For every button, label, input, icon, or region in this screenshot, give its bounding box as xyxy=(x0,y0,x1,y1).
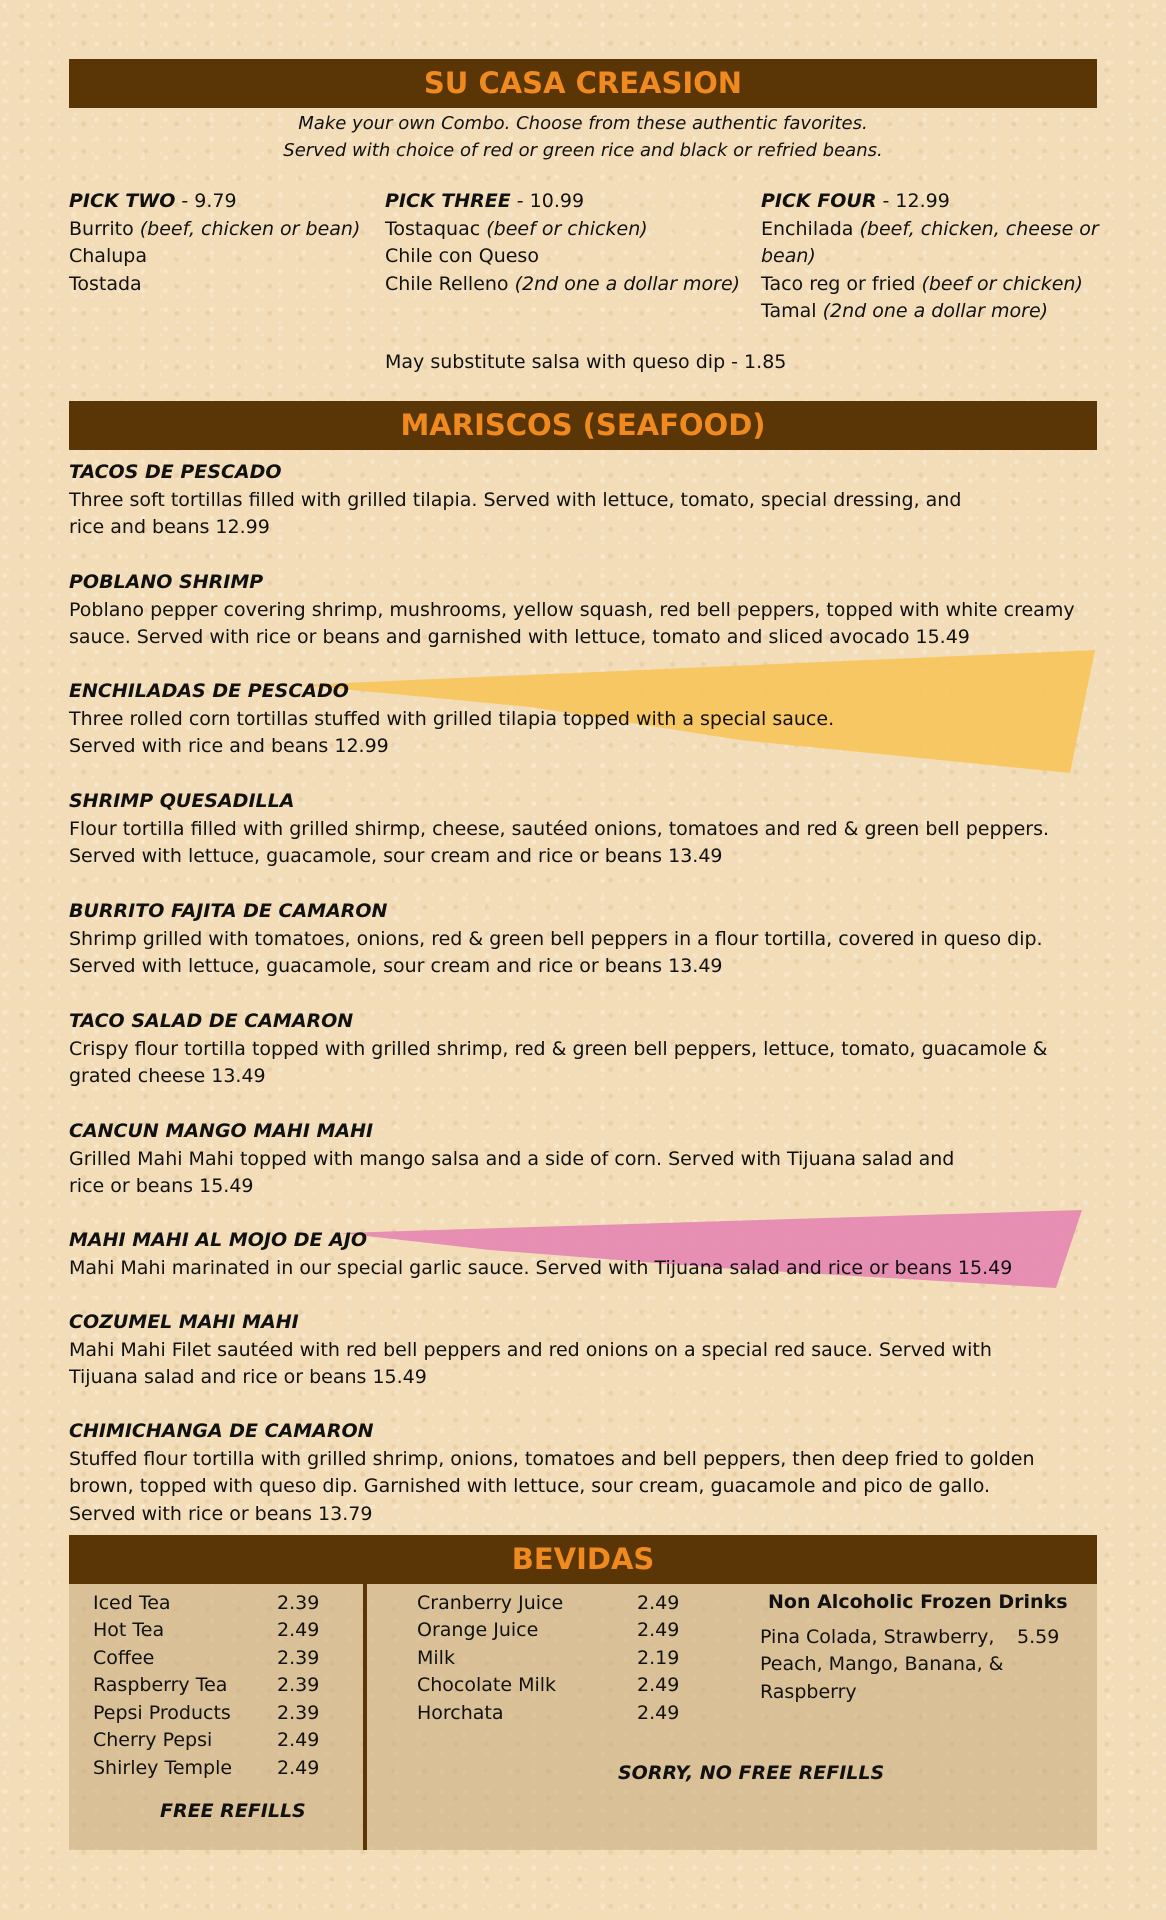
drink-price: 2.49 xyxy=(277,1619,320,1641)
drink-price: 2.39 xyxy=(277,1592,320,1614)
drink-price: 2.39 xyxy=(277,1674,320,1696)
seafood-item-desc: Tijuana salad and rice or beans 15.49 xyxy=(69,1366,427,1388)
free-refills-note: FREE REFILLS xyxy=(160,1800,306,1822)
drink-name: Cherry Pepsi xyxy=(93,1729,213,1751)
drink-price: 2.39 xyxy=(277,1702,320,1724)
pick-four-item-note: (beef, chicken, cheese or xyxy=(859,217,1099,240)
mariscos-header: MARISCOS (SEAFOOD) xyxy=(69,401,1097,450)
seafood-item-desc: Mahi Mahi marinated in our special garlic sauce. Served with Tijuana salad and rice or beans 15.49 xyxy=(69,1256,1013,1279)
seafood-item-desc: Three soft tortillas filled with grilled tilapia. Served with lettuce, tomato, special dressing, and xyxy=(69,488,962,511)
pick-four-item-name: Taco reg or fried xyxy=(761,272,922,295)
seafood-item-desc: Crispy flour tortilla topped with grilled shrimp, red & green bell peppers, lettuce, tomato, guacamole & xyxy=(69,1037,1048,1060)
frozen-drinks-price: 5.59 xyxy=(1017,1626,1060,1648)
seafood-item-desc: brown, topped with queso dip. Garnished with lettuce, sour cream, guacamole and pico de gallo. xyxy=(69,1475,991,1497)
pick-four-item-note: (beef or chicken) xyxy=(921,272,1083,295)
seafood-item-desc: Stuffed flour tortilla with grilled shrimp, onions, tomatoes and bell peppers, then deep fried to golden xyxy=(69,1447,1035,1470)
pick-three-item-note: (beef or chicken) xyxy=(486,217,648,240)
seafood-item-name: COZUMEL MAHI MAHI xyxy=(69,1311,299,1333)
drink-price: 2.49 xyxy=(637,1619,680,1641)
pick-three-item-name: Chile con Queso xyxy=(385,245,539,267)
seafood-item-desc: Shrimp grilled with tomatoes, onions, red & green bell peppers in a flour tortilla, covered in queso dip. xyxy=(69,927,1043,950)
seafood-item-desc: Served with lettuce, guacamole, sour cream and rice or beans 13.49 xyxy=(69,845,723,867)
seafood-item-desc: rice and beans 12.99 xyxy=(69,516,270,538)
seafood-item-desc: Served with rice or beans 13.79 xyxy=(69,1502,373,1525)
seafood-item xyxy=(69,1227,1109,1282)
seafood-item-desc: grated cheese 13.49 xyxy=(69,1065,266,1087)
seafood-item xyxy=(69,788,1109,871)
drink-price: 2.39 xyxy=(277,1647,320,1669)
seafood-item-name: CHIMICHANGA DE CAMARON xyxy=(69,1420,374,1442)
frozen-drinks-line: Pina Colada, Strawberry, xyxy=(760,1626,995,1648)
seafood-item-name: TACO SALAD DE CAMARON xyxy=(69,1010,354,1032)
seafood-item-name: ENCHILADAS DE PESCADO xyxy=(69,680,349,702)
pick-four-price: - 12.99 xyxy=(876,190,950,212)
drink-name: Orange Juice xyxy=(417,1619,539,1641)
pick-two-price: - 9.79 xyxy=(175,190,237,212)
drink-name: Pepsi Products xyxy=(93,1702,231,1724)
pick-four-item-name: Tamal xyxy=(761,300,823,322)
drink-price: 2.19 xyxy=(637,1647,680,1669)
seafood-item-desc: Flour tortilla filled with grilled shirmp, cheese, sautéed onions, tomatoes and red & green bell peppers. xyxy=(69,817,1050,840)
drink-name: Raspberry Tea xyxy=(93,1674,228,1696)
seafood-item-name: TACOS DE PESCADO xyxy=(69,461,282,483)
drink-name: Horchata xyxy=(417,1702,504,1724)
seafood-item xyxy=(69,459,1109,542)
drink-price: 2.49 xyxy=(637,1674,680,1696)
drink-price: 2.49 xyxy=(637,1702,680,1724)
frozen-drinks-title: Non Alcoholic Frozen Drinks xyxy=(768,1591,1068,1613)
no-free-refills-note: SORRY, NO FREE REFILLS xyxy=(618,1762,885,1784)
seafood-item-name: POBLANO SHRIMP xyxy=(69,571,264,593)
drink-price: 2.49 xyxy=(637,1592,680,1614)
seafood-item-name: CANCUN MANGO MAHI MAHI xyxy=(69,1120,374,1142)
bevidas-divider xyxy=(363,1584,367,1850)
seafood-item-desc: Served with lettuce, guacamole, sour cream and rice or beans 13.49 xyxy=(69,955,723,977)
drink-name: Hot Tea xyxy=(93,1619,165,1641)
pick-four-title: PICK FOUR xyxy=(761,190,877,212)
seafood-item-name: BURRITO FAJITA DE CAMARON xyxy=(69,900,388,922)
seafood-item xyxy=(69,678,1109,761)
pick-three-item-note: (2nd one a dollar more) xyxy=(514,272,741,295)
seafood-item xyxy=(69,1418,1109,1528)
pick-three-title: PICK THREE xyxy=(385,190,511,212)
seafood-item-desc: sauce. Served with rice or beans and garnished with lettuce, tomato and sliced avocado 15.49 xyxy=(69,626,970,648)
drink-name: Iced Tea xyxy=(93,1592,171,1614)
drink-name: Coffee xyxy=(93,1647,155,1669)
pick-two-item-note: (beef, chicken or bean) xyxy=(139,217,361,240)
seafood-item xyxy=(69,1008,1109,1091)
drink-price: 2.49 xyxy=(277,1757,320,1779)
seafood-item-desc: Three rolled corn tortillas stuffed with grilled tilapia topped with a special sauce. xyxy=(69,707,835,730)
drink-price: 2.49 xyxy=(277,1729,320,1751)
pick-four-item-name: Enchilada xyxy=(761,217,860,240)
pick-three-price: - 10.99 xyxy=(510,190,585,212)
seafood-item xyxy=(69,569,1109,652)
seafood-item xyxy=(69,1118,1109,1201)
bevidas-header: BEVIDAS xyxy=(69,1535,1097,1584)
su-casa-intro-line-2: Served with choice of red or green rice and black or refried beans. xyxy=(283,140,883,161)
pick-four-column xyxy=(761,188,1099,326)
drink-name: Shirley Temple xyxy=(93,1757,233,1779)
pick-two-item-name: Tostada xyxy=(69,272,142,295)
pick-three-column xyxy=(385,188,740,298)
pick-four-item-note: bean) xyxy=(761,245,816,267)
seafood-item-desc: Grilled Mahi Mahi topped with mango salsa and a side of corn. Served with Tijuana salad and xyxy=(69,1147,955,1170)
pick-two-title: PICK TWO xyxy=(69,190,176,212)
seafood-item-desc: rice or beans 15.49 xyxy=(69,1175,254,1197)
pick-three-item-name: Tostaquac xyxy=(385,217,487,240)
frozen-drinks-line: Raspberry xyxy=(760,1681,857,1703)
pick-two-item-name: Burrito xyxy=(69,217,140,240)
drink-name: Chocolate Milk xyxy=(417,1674,557,1696)
seafood-item-name: SHRIMP QUESADILLA xyxy=(69,790,295,812)
seafood-item-desc: Mahi Mahi Filet sautéed with red bell peppers and red onions on a special red sauce. Served with xyxy=(69,1338,992,1361)
pick-two-item-name: Chalupa xyxy=(69,245,147,267)
su-casa-intro-line-1: Make your own Combo. Choose from these authentic favorites. xyxy=(298,113,868,134)
drink-name: Milk xyxy=(417,1647,455,1669)
substitute-note: May substitute salsa with queso dip - 1.85 xyxy=(385,351,787,373)
su-casa-header: SU CASA CREASION xyxy=(69,59,1097,108)
drink-name: Cranberry Juice xyxy=(417,1592,564,1614)
seafood-item xyxy=(69,898,1109,981)
seafood-item-name: MAHI MAHI AL MOJO DE AJO xyxy=(69,1229,368,1251)
seafood-item xyxy=(69,1309,1109,1392)
frozen-drinks-line: Peach, Mango, Banana, & xyxy=(760,1653,1004,1675)
seafood-item-desc: Served with rice and beans 12.99 xyxy=(69,735,389,757)
pick-four-item-note: (2nd one a dollar more) xyxy=(822,300,1049,322)
pick-three-item-name: Chile Relleno xyxy=(385,272,515,295)
seafood-item-desc: Poblano pepper covering shrimp, mushrooms, yellow squash, red bell peppers, topped with white creamy xyxy=(69,598,1075,621)
pick-two-column xyxy=(69,188,360,298)
